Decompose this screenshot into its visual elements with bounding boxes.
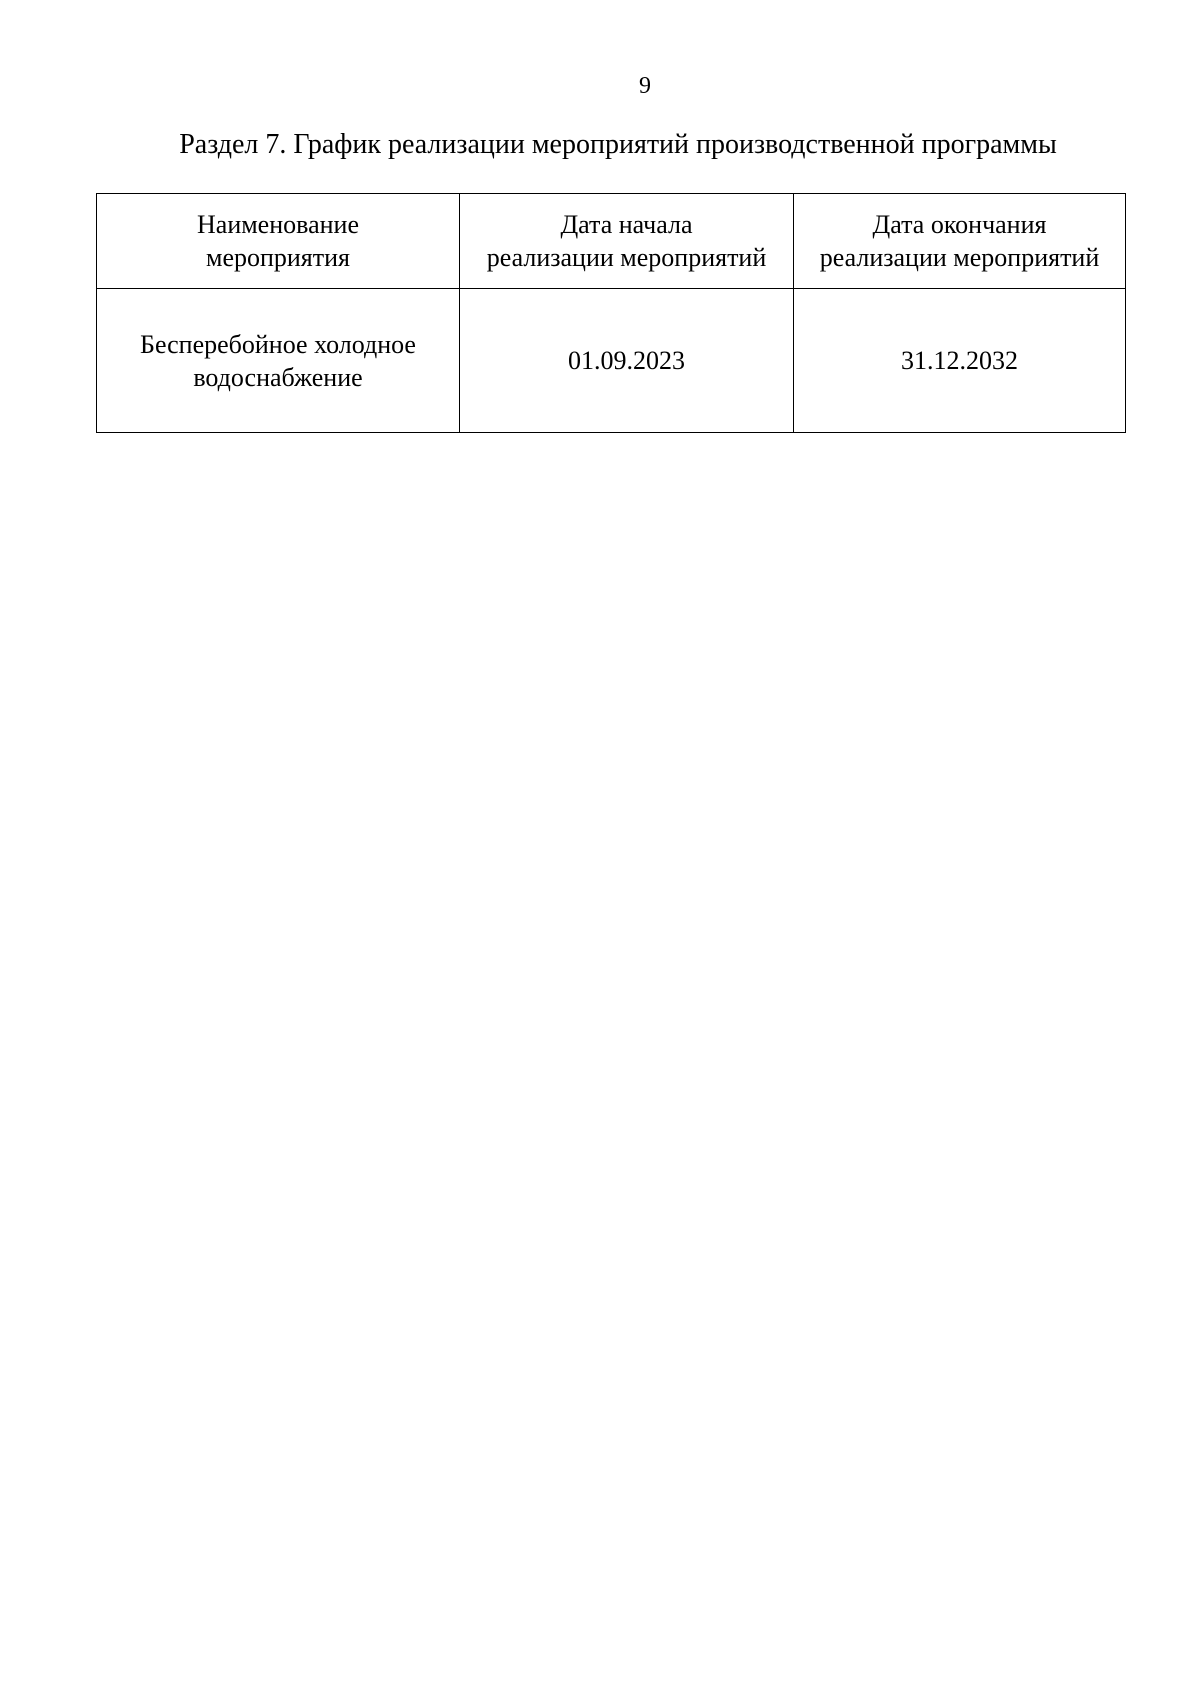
table-header-row xyxy=(97,194,1126,289)
cell-event-name-line-1: Бесперебойное холодное xyxy=(140,329,416,359)
page-number: 9 xyxy=(639,73,651,99)
header-end-date-line-1: Дата окончания xyxy=(872,210,1047,239)
header-event-name-line-1: Наименование xyxy=(197,210,359,239)
cell-end-date: 31.12.2032 xyxy=(794,289,1126,433)
section-title: Раздел 7. График реализации мероприятий производственной программы xyxy=(179,129,1057,160)
table-row xyxy=(97,289,1126,433)
header-event-name xyxy=(97,194,460,289)
header-end-date xyxy=(794,194,1126,289)
header-start-date xyxy=(460,194,794,289)
header-event-name-line-2: мероприятия xyxy=(205,243,350,272)
header-start-date-line-2: реализации мероприятий xyxy=(486,243,767,272)
header-end-date-line-2: реализации мероприятий xyxy=(819,243,1100,272)
schedule-table xyxy=(96,193,1126,433)
cell-start-date: 01.09.2023 xyxy=(460,289,794,433)
header-start-date-line-1: Дата начала xyxy=(560,210,693,239)
cell-event-name xyxy=(97,289,460,433)
cell-event-name-line-2: водоснабжение xyxy=(193,362,363,392)
